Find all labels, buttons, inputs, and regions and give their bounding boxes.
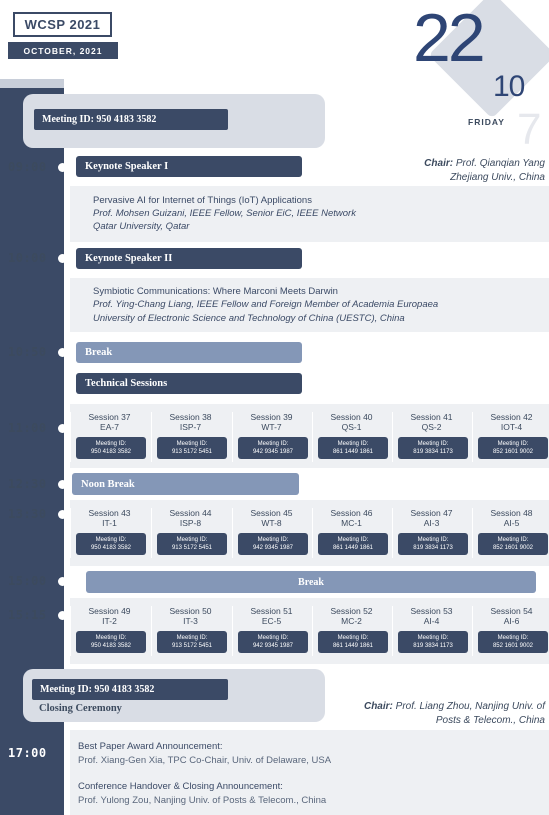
session-cell[interactable] <box>312 412 390 462</box>
time-0900: 09:00 <box>8 160 47 174</box>
closing-chair <box>330 700 545 728</box>
chair-affiliation: Zhejiang Univ., China <box>450 172 545 183</box>
session-name: Session 43 <box>88 508 131 518</box>
session-cell[interactable] <box>472 508 549 558</box>
session-name: Session 49 <box>88 606 131 616</box>
session-meeting-id-button[interactable] <box>238 631 308 653</box>
session-code: IT-3 <box>183 616 198 626</box>
meeting-id-label: Meeting ID: <box>417 635 449 641</box>
session-code: ISP-7 <box>179 422 202 432</box>
closing-ceremony-title: Closing Ceremony <box>39 703 122 714</box>
session-cell[interactable] <box>70 412 148 462</box>
keynote-2-speaker: Prof. Ying-Chang Liang, IEEE Fellow and Foreign Member of Academia Europaea <box>93 299 439 310</box>
meeting-id-value: 942 9345 1987 <box>252 643 294 649</box>
keynote-1-bar: Keynote Speaker I <box>76 156 302 177</box>
session-code: WT-7 <box>261 422 282 432</box>
chair-name: Prof. Qianqian Yang <box>453 158 545 169</box>
session-name: Session 54 <box>490 606 533 616</box>
session-cell[interactable] <box>70 606 148 656</box>
meeting-id-value: 950 4183 3582 <box>90 643 132 649</box>
session-name: Session 53 <box>410 606 453 616</box>
session-code: AI-3 <box>423 518 440 528</box>
meeting-id-label: Meeting ID: <box>337 441 369 447</box>
session-name: Session 44 <box>169 508 212 518</box>
date-block <box>405 0 549 154</box>
keynote-1-title: Pervasive AI for Internet of Things (IoT) Applications <box>93 195 312 206</box>
meeting-id-value: 819 3834 1173 <box>413 643 453 649</box>
ghost-digit: 7 <box>517 105 542 154</box>
meeting-id-label: Meeting ID: <box>257 537 289 543</box>
chair-name: Prof. Liang Zhou, Nanjing Univ. of <box>392 701 545 712</box>
meeting-id-label: Meeting ID: <box>497 537 529 543</box>
meeting-id-value: 913 5172 5451 <box>171 449 213 455</box>
session-name: Session 39 <box>250 412 293 422</box>
meeting-id-label: Meeting ID: <box>257 635 289 641</box>
noon-break-bar: Noon Break <box>72 473 299 495</box>
award-announcement-speaker: Prof. Xiang-Gen Xia, TPC Co-Chair, Univ. of Delaware, USA <box>78 755 332 766</box>
session-code: QS-1 <box>341 422 362 432</box>
session-code: IT-1 <box>102 518 117 528</box>
timeline-cap <box>0 79 64 88</box>
session-cell[interactable] <box>151 412 229 462</box>
session-code: ISP-8 <box>179 518 202 528</box>
session-cell[interactable] <box>232 508 310 558</box>
session-code: EC-5 <box>261 616 282 626</box>
session-meeting-id-button[interactable] <box>478 533 548 555</box>
session-meeting-id-button[interactable] <box>157 533 227 555</box>
meeting-id-label: Meeting ID: <box>497 635 529 641</box>
session-cell[interactable] <box>232 606 310 656</box>
meeting-id-bar: Meeting ID: 950 4183 3582 <box>34 109 228 130</box>
meeting-id-value: 913 5172 5451 <box>171 643 213 649</box>
meeting-id-value: 950 4183 3582 <box>90 449 132 455</box>
meeting-id-label: Meeting ID: <box>176 441 208 447</box>
time-1100: 11:00 <box>8 421 47 435</box>
meeting-id-value: 861 1449 1861 <box>332 545 374 551</box>
timeline-dot <box>58 163 67 172</box>
meeting-id-label: Meeting ID: <box>95 537 127 543</box>
session-name: Session 46 <box>330 508 373 518</box>
session-cell[interactable] <box>472 606 549 656</box>
session-cell[interactable] <box>392 508 470 558</box>
session-name: Session 45 <box>250 508 293 518</box>
meeting-id-label: Meeting ID: <box>337 635 369 641</box>
session-name: Session 50 <box>169 606 212 616</box>
day-number: 22 <box>413 0 483 76</box>
break-bar: Break <box>76 342 302 363</box>
meeting-id-label: Meeting ID: <box>417 441 449 447</box>
session-meeting-id-button[interactable] <box>318 437 388 459</box>
session-cell[interactable] <box>70 508 148 558</box>
keynote-1-affiliation: Qatar University, Qatar <box>93 221 190 232</box>
session-meeting-id-button[interactable] <box>478 437 548 459</box>
time-1500: 15:00 <box>8 574 47 588</box>
session-name: Session 52 <box>330 606 373 616</box>
timeline-dot <box>58 611 67 620</box>
session-name: Session 37 <box>88 412 131 422</box>
timeline-dot <box>58 577 67 586</box>
session-meeting-id-button[interactable] <box>76 631 146 653</box>
session-code: MC-1 <box>341 518 362 528</box>
session-code: AI-4 <box>423 616 440 626</box>
meeting-id-label: Meeting ID: <box>257 441 289 447</box>
meeting-id-value: 852 1601 9002 <box>492 449 534 455</box>
session-cell[interactable] <box>392 412 470 462</box>
chair-label: Chair: <box>424 158 454 169</box>
session-code: QS-2 <box>421 422 442 432</box>
meeting-id-value: 852 1601 9002 <box>492 643 534 649</box>
keynote-1-chair <box>330 157 545 185</box>
award-announcement-title: Best Paper Award Announcement: <box>78 741 223 752</box>
meeting-id-value: 950 4183 3582 <box>90 545 132 551</box>
timeline-dot <box>58 510 67 519</box>
time-1230: 12:30 <box>8 477 47 491</box>
meeting-id-value: 852 1601 9002 <box>492 545 534 551</box>
meeting-id-label: Meeting ID: <box>176 537 208 543</box>
session-name: Session 41 <box>410 412 453 422</box>
month-year-label: OCTOBER, 2021 <box>8 42 118 59</box>
session-meeting-id-button[interactable] <box>478 631 548 653</box>
session-meeting-id-button[interactable] <box>318 631 388 653</box>
meeting-id-label: Meeting ID: <box>417 537 449 543</box>
keynote-2-title: Symbiotic Communications: Where Marconi Meets Darwin <box>93 286 338 297</box>
session-name: Session 48 <box>490 508 533 518</box>
handover-title: Conference Handover & Closing Announcement: <box>78 781 283 792</box>
session-code: EA-7 <box>100 422 119 432</box>
session-meeting-id-button[interactable] <box>398 533 468 555</box>
meeting-id-label: Meeting ID: <box>95 441 127 447</box>
session-meeting-id-button[interactable] <box>318 533 388 555</box>
session-code: IT-2 <box>102 616 117 626</box>
session-cell[interactable] <box>151 606 229 656</box>
session-meeting-id-button[interactable] <box>238 533 308 555</box>
session-cell[interactable] <box>472 412 549 462</box>
meeting-id-value: 819 3834 1173 <box>413 545 453 551</box>
session-code: WT-8 <box>261 518 282 528</box>
session-name: Session 42 <box>490 412 533 422</box>
session-cell[interactable] <box>312 508 390 558</box>
handover-speaker: Prof. Yulong Zou, Nanjing Univ. of Posts & Telecom., China <box>78 795 327 806</box>
session-name: Session 38 <box>169 412 212 422</box>
session-meeting-id-button[interactable] <box>76 437 146 459</box>
keynote-2-bar: Keynote Speaker II <box>76 248 302 269</box>
keynote-1-speaker: Prof. Mohsen Guizani, IEEE Fellow, Senior EiC, IEEE Network <box>93 208 356 219</box>
session-name: Session 47 <box>410 508 453 518</box>
technical-sessions-bar: Technical Sessions <box>76 373 302 394</box>
closing-meeting-id-bar: Meeting ID: 950 4183 3582 <box>32 679 228 700</box>
meeting-id-label: Meeting ID: <box>95 635 127 641</box>
weekday-label: FRIDAY <box>468 117 505 127</box>
conference-logo: WCSP 2021 <box>13 12 112 37</box>
meeting-id-value: 819 3834 1173 <box>413 449 453 455</box>
meeting-id-value: 913 5172 5451 <box>171 545 213 551</box>
session-meeting-id-button[interactable] <box>157 437 227 459</box>
chair-affiliation: Posts & Telecom., China <box>435 715 545 726</box>
session-code: IOT-4 <box>500 422 523 432</box>
session-cell[interactable] <box>232 412 310 462</box>
afternoon-break-bar: Break <box>86 571 536 593</box>
time-1700: 17:00 <box>8 746 47 760</box>
meeting-id-value: 942 9345 1987 <box>252 545 294 551</box>
session-meeting-id-button[interactable] <box>76 533 146 555</box>
session-cell[interactable] <box>151 508 229 558</box>
session-cell[interactable] <box>392 606 470 656</box>
session-name: Session 40 <box>330 412 373 422</box>
session-meeting-id-button[interactable] <box>157 631 227 653</box>
session-meeting-id-button[interactable] <box>398 631 468 653</box>
session-meeting-id-button[interactable] <box>238 437 308 459</box>
session-code: AI-6 <box>503 616 520 626</box>
session-code: MC-2 <box>341 616 362 626</box>
time-1000: 10:00 <box>8 251 47 265</box>
timeline-dot <box>58 348 67 357</box>
session-name: Session 51 <box>250 606 293 616</box>
meeting-id-value: 942 9345 1987 <box>252 449 294 455</box>
meeting-id-value: 861 1449 1861 <box>332 449 374 455</box>
month-number: 10 <box>493 70 525 103</box>
meeting-id-value: 861 1449 1861 <box>332 643 374 649</box>
time-1050: 10:50 <box>8 345 47 359</box>
session-cell[interactable] <box>312 606 390 656</box>
time-1330: 13:30 <box>8 507 47 521</box>
timeline-dot <box>58 424 67 433</box>
session-meeting-id-button[interactable] <box>398 437 468 459</box>
chair-label: Chair: <box>363 701 393 712</box>
meeting-id-label: Meeting ID: <box>337 537 369 543</box>
timeline-dot <box>58 480 67 489</box>
meeting-id-label: Meeting ID: <box>176 635 208 641</box>
timeline-dot <box>58 254 67 263</box>
keynote-2-affiliation: University of Electronic Science and Technology of China (UESTC), China <box>93 313 405 324</box>
time-1515: 15:15 <box>8 608 47 622</box>
meeting-id-label: Meeting ID: <box>497 441 529 447</box>
session-code: AI-5 <box>503 518 520 528</box>
